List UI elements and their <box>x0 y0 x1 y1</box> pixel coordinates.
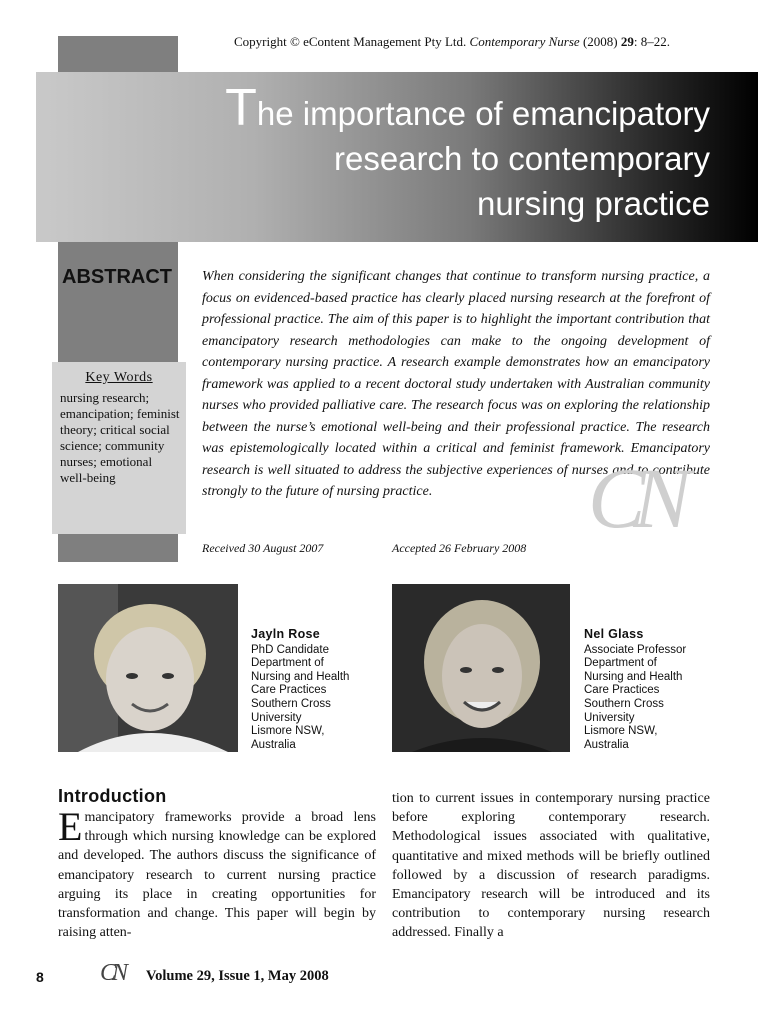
author-affiliation-line: Nursing and Health <box>251 670 350 683</box>
author-affiliation-line: Care Practices <box>251 684 327 697</box>
received-date: Received 30 August 2007 <box>202 541 324 555</box>
keywords-title: Key Words <box>85 370 153 385</box>
author-affiliation-line: Nursing and Health <box>584 670 683 683</box>
author-photo-glass <box>392 584 570 752</box>
abstract-label: ABSTRACT <box>62 266 172 288</box>
page-number: 8 <box>36 969 44 985</box>
title-line-3: nursing practice <box>477 185 710 222</box>
title-band <box>36 72 758 242</box>
author-glass <box>584 628 714 752</box>
author-rose <box>251 628 381 752</box>
citation-year: (2008) <box>582 34 618 49</box>
author-affiliation-line: Department of <box>251 657 324 670</box>
author-affiliation-line: Australia <box>584 738 629 751</box>
copyright-line <box>234 34 754 50</box>
title-line-2: research to contemporary <box>333 140 710 177</box>
author-affiliation-line: Department of <box>584 657 657 670</box>
author-affiliation-line: Southern Cross <box>251 697 331 710</box>
header-gray-tab <box>58 36 178 72</box>
section-heading-introduction: Introduction <box>58 786 167 806</box>
body-text-col1: mancipatory frameworks provide a broad lens through which nursing knowledge can be explored and developed. The authors discuss the significance of emancipatory research to current nursing practice arguing its place in creating opportunities for transformation and change. This paper will begin by raising atten- <box>58 810 376 941</box>
author-affiliation-line: Lismore NSW, <box>584 725 658 738</box>
keywords-box <box>52 362 186 534</box>
author-affiliation-line: Lismore NSW, <box>251 725 325 738</box>
journal-name: Contemporary Nurse <box>469 34 580 49</box>
body-column-2: tion to current issues in contemporary nursing practice before exploring contemporary research. Methodological issues associated with qualitative, quantitative and mixed methods will be briefly outlined followed by a discussion of research paradigms. Emancipatory research will be introduced and its contribution to contemporary nursing research addressed. Finally a <box>392 791 710 941</box>
keywords-list: nursing research; emancipation; feminist theory; critical social science; community nurses; emotional well-being <box>60 390 180 485</box>
article-title <box>110 79 710 226</box>
accepted-date: Accepted 26 February 2008 <box>392 541 527 555</box>
author-affiliation-line: University <box>251 711 302 724</box>
footer-journal-logo: CN <box>100 960 125 986</box>
drop-cap: E <box>58 804 83 849</box>
author-affiliation-line: Australia <box>251 738 296 751</box>
citation-pages: : 8–22. <box>633 34 670 49</box>
footer-volume-issue: Volume 29, Issue 1, May 2008 <box>146 968 329 984</box>
author-affiliation-line: University <box>584 711 635 724</box>
author-name: Jayln Rose <box>251 627 321 641</box>
body-column-1 <box>58 804 376 942</box>
citation-volume: 29 <box>620 34 634 49</box>
author-affiliation-line: Associate Professor <box>584 643 687 656</box>
abstract-text: When considering the significant changes that continue to transform nursing practice, a focus on evidenced-based practice has clearly placed nursing research at the forefront of professional practice. The aim of this paper is to highlight the important contribution that emancipatory research methodologies can make to the ongoing development of contemporary nursing practice. A research example demonstrates how an emancipatory framework was applied to a recent doctoral study undertaken with Australian community nurses who provided palliative care. The research focus was on exploring the relationship between the nurse’s emotional well-being and their professional practice. The research was epistemologically located within a critical and feminist framework. Emancipatory research is well situated to address the subjective experiences of nurses and to contribute strongly to the future of nursing practice. <box>202 269 710 499</box>
author-affiliation-line: Care Practices <box>584 684 660 697</box>
title-initial: T <box>225 79 257 137</box>
author-affiliation-line: Southern Cross <box>584 697 664 710</box>
author-name: Nel Glass <box>584 627 644 641</box>
copyright-prefix: Copyright © eContent Management Pty Ltd. <box>234 34 467 49</box>
title-line-1: he importance of emancipatory <box>256 95 710 132</box>
journal-logo-watermark: CN <box>588 450 679 546</box>
author-affiliation-line: PhD Candidate <box>251 643 329 656</box>
author-photo-rose <box>58 584 238 752</box>
